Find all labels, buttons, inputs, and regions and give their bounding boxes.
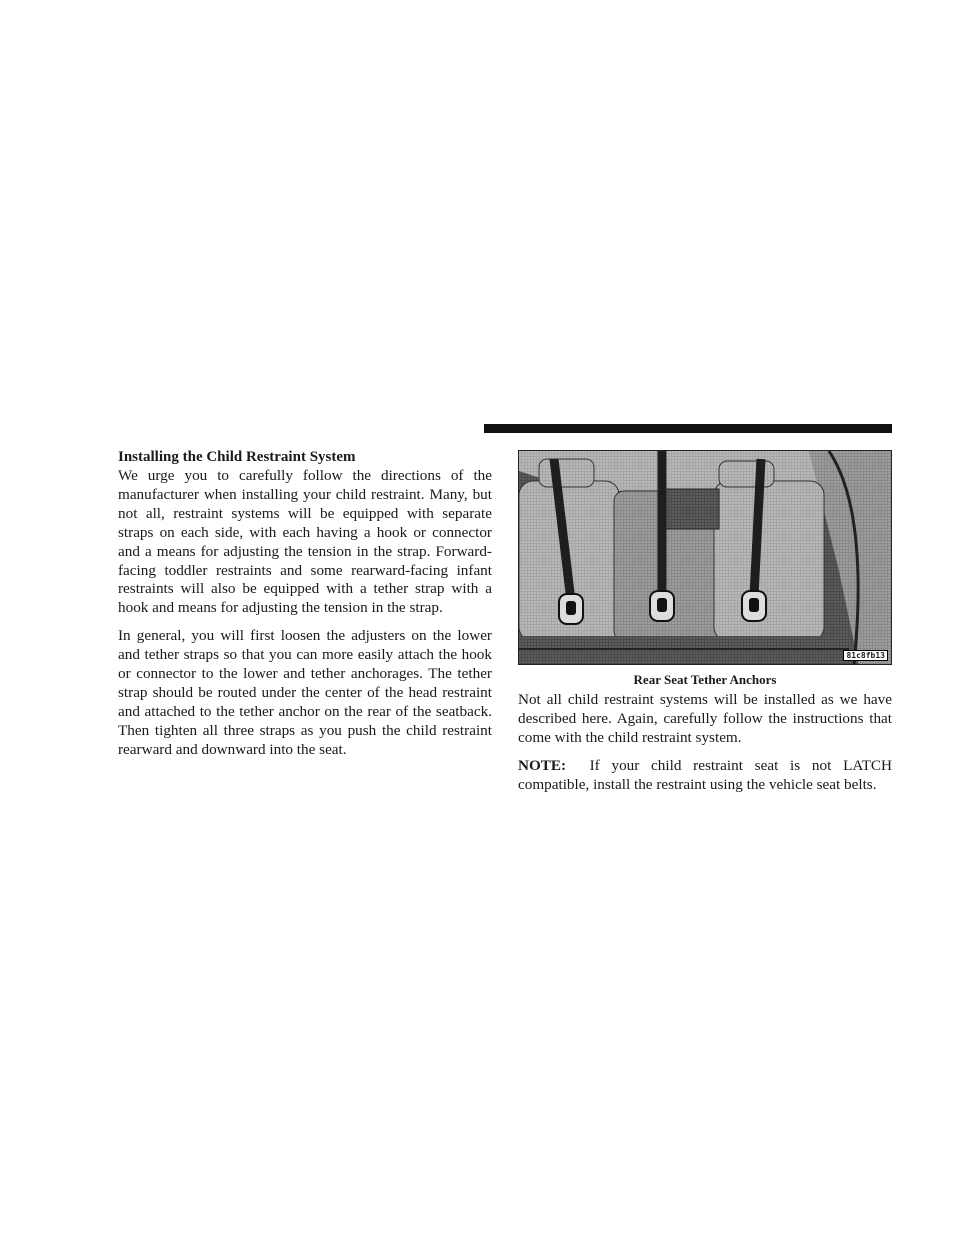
body-paragraph-1: We urge you to carefully follow the directions of the manufacturer when installing your child restraint. Many, but not all, restraint systems will be equipped with separate straps on each side, with each having a hook or connector and a means for adjusting the tension in the strap. Forward-facing toddler restraints and some rearward-facing infant restraints will also be equipped with a tether strap with a hook and means for adjusting the tension in the strap. — [118, 467, 492, 617]
right-column — [518, 450, 892, 795]
note-paragraph — [518, 757, 892, 795]
section-heading: Installing the Child Restraint System — [118, 449, 356, 465]
rear-seat-illustration — [519, 451, 892, 665]
figure-code-label: 81c8fb13 — [843, 650, 888, 661]
section-rule-bar — [484, 424, 892, 433]
tether-anchors-figure — [518, 450, 892, 665]
note-label: NOTE: — [518, 756, 567, 774]
note-text: If your child restraint seat is not LATCH compatible, install the restraint using the vehicle seat belts. — [518, 756, 893, 793]
right-paragraph: Not all child restraint systems will be installed as we have described here. Again, carefully follow the instructions that come with the child restraint system. — [518, 691, 892, 746]
figure-caption: Rear Seat Tether Anchors — [633, 672, 777, 687]
body-paragraph-2: In general, you will first loosen the adjusters on the lower and tether straps so that you can more easily attach the hook or connector to the lower and tether anchorages. The tether strap should be routed under the center of the head restraint and attached to the tether anchor on the rear of the seatback. Then tighten all three straps as you push the child restraint rearward and downward into the seat. — [118, 627, 492, 758]
left-column — [118, 448, 492, 760]
